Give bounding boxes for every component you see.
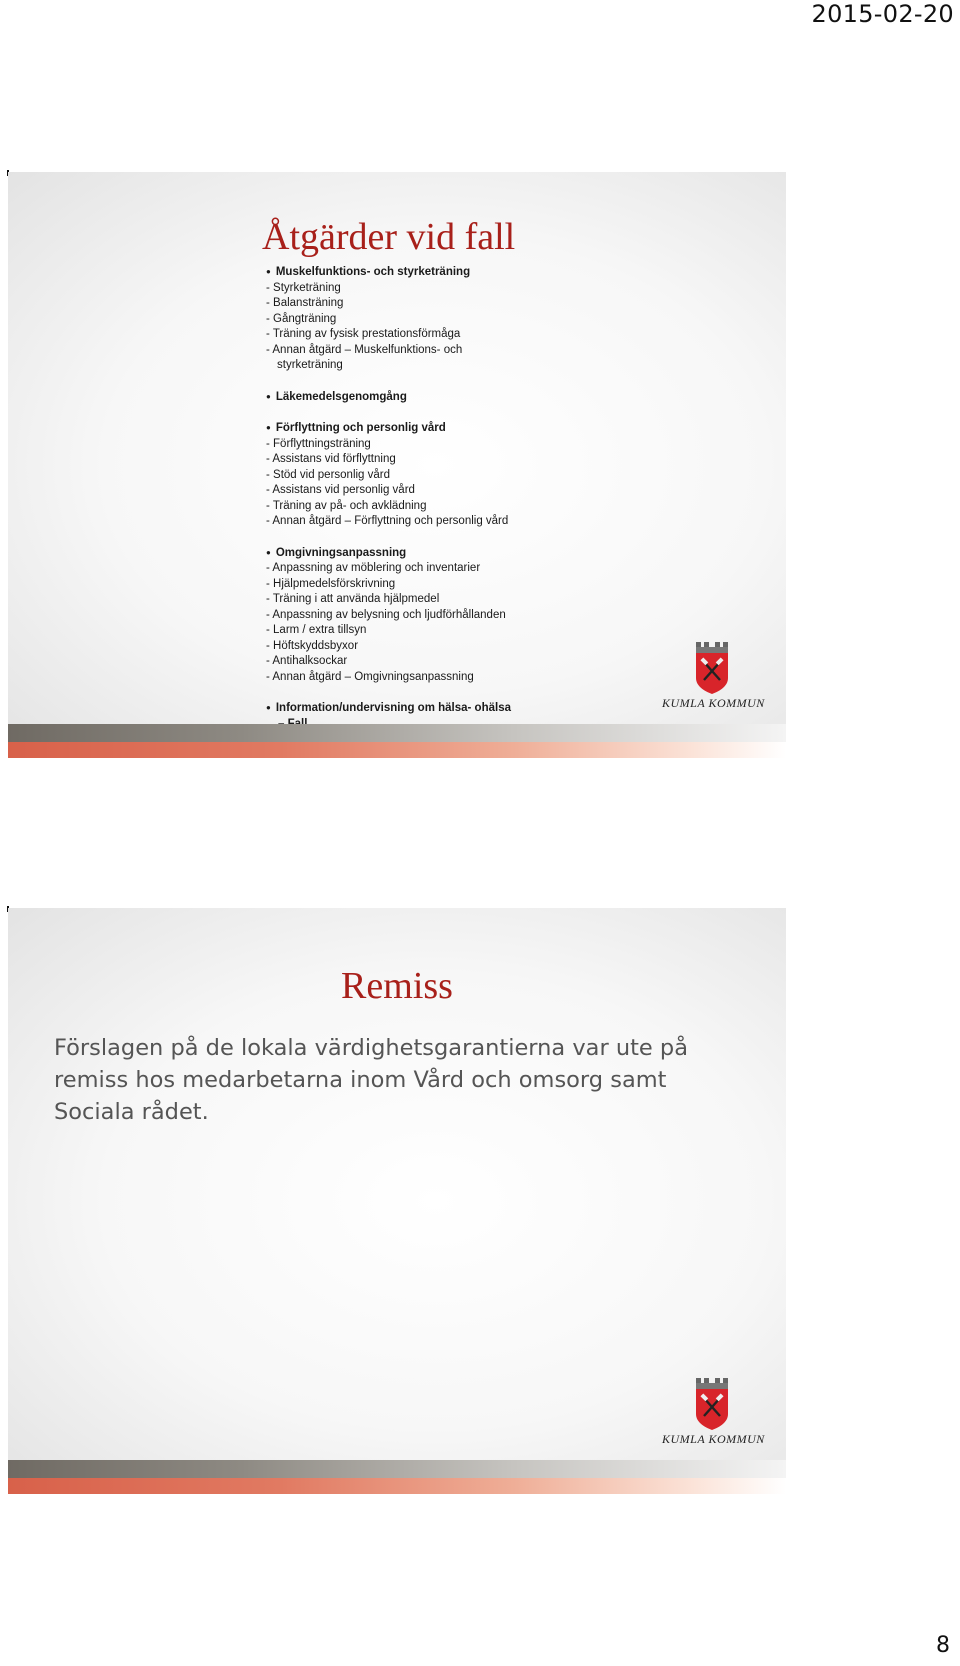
list-item: - Larm / extra tillsyn: [266, 623, 686, 639]
group-heading: ● Läkemedelsgenomgång: [266, 389, 686, 406]
kumla-kommun-logo: [662, 1378, 765, 1447]
list-item: - Styrketräning: [266, 281, 686, 297]
list-item: - Assistans vid förflyttning: [266, 452, 686, 468]
footer-bar-red: [8, 1478, 786, 1494]
footer-bar-gray: [8, 1460, 786, 1478]
slide-title: Åtgärder vid fall: [262, 216, 516, 258]
list-item: - Assistans vid personlig vård: [266, 483, 686, 499]
list-item: - Annan åtgärd – Muskelfunktions- och: [266, 343, 686, 359]
footer-bar-red: [8, 742, 786, 758]
slide-body-text: Förslagen på de lokala värdighetsgarantierna var ute på remiss hos medarbetarna inom Vård och omsorg samt Sociala rådet.: [54, 1035, 688, 1125]
group-heading: ● Information/undervisning om hälsa- ohälsa: [266, 700, 686, 717]
list-item: - Balansträning: [266, 296, 686, 312]
measure-group: [266, 545, 686, 686]
list-item-continuation: styrketräning: [277, 359, 343, 371]
group-heading: ● Förflyttning och personlig vård: [266, 420, 686, 437]
measure-group: [266, 389, 686, 406]
list-item: - Träning av på- och avklädning: [266, 499, 686, 515]
list-item: - Träning av fysisk prestationsförmåga: [266, 327, 686, 343]
group-heading: ● Omgivningsanpassning: [266, 545, 686, 562]
list-item: - Annan åtgärd – Omgivningsanpassning: [266, 670, 686, 686]
measures-list: [266, 264, 686, 732]
slide-atgarder-vid-fall: [8, 172, 786, 758]
logo-text: KUMLA KOMMUN: [662, 696, 765, 710]
list-item: - Stöd vid personlig vård: [266, 468, 686, 484]
kumla-kommun-crest-icon: [694, 1378, 730, 1430]
list-item: - Annan åtgärd – Förflyttning och personlig vård: [266, 514, 686, 530]
kumla-kommun-logo: [662, 642, 765, 711]
slide-title: Remiss: [341, 965, 453, 1007]
list-item: - Anpassning av belysning och ljudförhållanden: [266, 608, 686, 624]
page-date: 2015-02-20: [811, 0, 954, 28]
list-item: - Hjälpmedelsförskrivning: [266, 577, 686, 593]
slide-remiss: [8, 908, 786, 1494]
kumla-kommun-crest-icon: [694, 642, 730, 694]
list-item: - Höftskyddsbyxor: [266, 639, 686, 655]
list-item: - Anpassning av möblering och inventarier: [266, 561, 686, 577]
measure-group: [266, 264, 686, 374]
list-item: - Förflyttningsträning: [266, 437, 686, 453]
list-item: - Gångträning: [266, 312, 686, 328]
list-item: - Antihalksockar: [266, 654, 686, 670]
group-heading: ● Muskelfunktions- och styrketräning: [266, 264, 686, 281]
logo-text: KUMLA KOMMUN: [662, 1432, 765, 1446]
footer-bar-gray: [8, 724, 786, 742]
page-number: 8: [936, 1633, 950, 1658]
list-item: - Träning i att använda hjälpmedel: [266, 592, 686, 608]
measure-group: [266, 420, 686, 530]
